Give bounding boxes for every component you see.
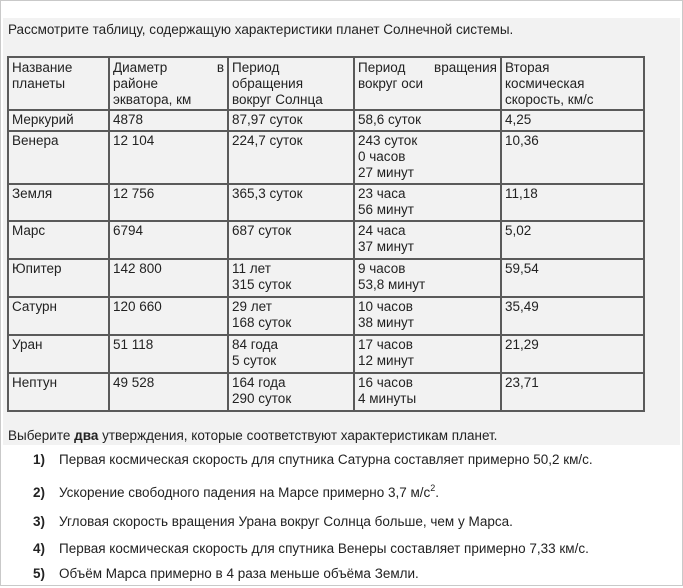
question-emphasis: два bbox=[74, 428, 99, 443]
intro-text: Рассмотрите таблицу, содержащую характеристики планет Солнечной системы. bbox=[8, 22, 514, 37]
cell-planet-name: Уран bbox=[8, 335, 109, 373]
cell-planet-name: Земля bbox=[8, 184, 109, 221]
cell-diameter: 51 118 bbox=[109, 335, 228, 373]
cell-planet-name: Венера bbox=[8, 131, 109, 184]
option-text: Первая космическая скорость для спутника Венеры составляет примерно 7,33 км/с. bbox=[59, 541, 589, 556]
option-number: 3) bbox=[33, 514, 46, 529]
table-row bbox=[8, 335, 644, 373]
cell-orbit-period: 11 лет 315 суток bbox=[228, 259, 354, 297]
table-row bbox=[8, 184, 644, 221]
cell-rotation-period: 243 суток 0 часов 27 минут bbox=[354, 131, 501, 184]
cell-planet-name: Юпитер bbox=[8, 259, 109, 297]
cell-planet-name: Марс bbox=[8, 221, 109, 259]
cell-diameter: 12 756 bbox=[109, 184, 228, 221]
cell-diameter: 12 104 bbox=[109, 131, 228, 184]
option-number: 5) bbox=[33, 566, 46, 581]
cell-diameter: 6794 bbox=[109, 221, 228, 259]
option-number: 4) bbox=[33, 541, 46, 556]
cell-orbit-period: 84 года 5 суток bbox=[228, 335, 354, 373]
cell-orbit-period: 365,3 суток bbox=[228, 184, 354, 221]
cell-orbit-period: 224,7 суток bbox=[228, 131, 354, 184]
header-orbit-period: Период обращения вокруг Солнца bbox=[228, 57, 354, 110]
option-number: 1) bbox=[33, 452, 46, 467]
cell-escape-velocity: 59,54 bbox=[501, 259, 644, 297]
table-row bbox=[8, 131, 644, 184]
cell-orbit-period: 164 года 290 суток bbox=[228, 373, 354, 411]
cell-escape-velocity: 23,71 bbox=[501, 373, 644, 411]
option-text: Объём Марса примерно в 4 раза меньше объёма Земли. bbox=[59, 566, 419, 581]
cell-rotation-period: 23 часа 56 минут bbox=[354, 184, 501, 221]
option-text: Ускорение свободного падения на Марсе примерно 3,7 $м/с^2$. bbox=[59, 482, 440, 500]
option-text: Первая космическая скорость для спутника Сатурна составляет примерно 50,2 км/с. bbox=[59, 452, 593, 467]
cell-escape-velocity: 11,18 bbox=[501, 184, 644, 221]
option-number: 2) bbox=[33, 485, 46, 500]
cell-orbit-period: 29 лет 168 суток bbox=[228, 297, 354, 335]
header-diameter: Диаметр в районе экватора, км bbox=[109, 57, 228, 110]
header-rotation-period: Период вращения вокруг оси bbox=[354, 57, 501, 110]
cell-diameter: 142 800 bbox=[109, 259, 228, 297]
table-row bbox=[8, 297, 644, 335]
header-planet-name: Название планеты bbox=[8, 57, 109, 110]
cell-rotation-period: 16 часов 4 минуты bbox=[354, 373, 501, 411]
header-escape-velocity: Вторая космическая скорость, км/с bbox=[501, 57, 644, 110]
cell-escape-velocity: 5,02 bbox=[501, 221, 644, 259]
cell-rotation-period: 10 часов 38 минут bbox=[354, 297, 501, 335]
table-row bbox=[8, 259, 644, 297]
table-row bbox=[8, 110, 644, 131]
question-text: Выберите два утверждения, которые соответствуют характеристикам планет. bbox=[8, 428, 498, 443]
cell-escape-velocity: 35,49 bbox=[501, 297, 644, 335]
table-row bbox=[8, 373, 644, 411]
cell-diameter: 4878 bbox=[109, 110, 228, 131]
cell-escape-velocity: 4,25 bbox=[501, 110, 644, 131]
cell-planet-name: Меркурий bbox=[8, 110, 109, 131]
cell-planet-name: Нептун bbox=[8, 373, 109, 411]
cell-rotation-period: 9 часов 53,8 минут bbox=[354, 259, 501, 297]
cell-escape-velocity: 21,29 bbox=[501, 335, 644, 373]
cell-escape-velocity: 10,36 bbox=[501, 131, 644, 184]
option-text: Угловая скорость вращения Урана вокруг Солнца больше, чем у Марса. bbox=[59, 514, 513, 529]
planets-table bbox=[7, 56, 645, 412]
cell-diameter: 49 528 bbox=[109, 373, 228, 411]
cell-rotation-period: 24 часа 37 минут bbox=[354, 221, 501, 259]
cell-orbit-period: 687 суток bbox=[228, 221, 354, 259]
cell-orbit-period: 87,97 суток bbox=[228, 110, 354, 131]
table-header-row bbox=[8, 57, 644, 110]
cell-diameter: 120 660 bbox=[109, 297, 228, 335]
cell-rotation-period: 58,6 суток bbox=[354, 110, 501, 131]
cell-planet-name: Сатурн bbox=[8, 297, 109, 335]
cell-rotation-period: 17 часов 12 минут bbox=[354, 335, 501, 373]
table-row bbox=[8, 221, 644, 259]
